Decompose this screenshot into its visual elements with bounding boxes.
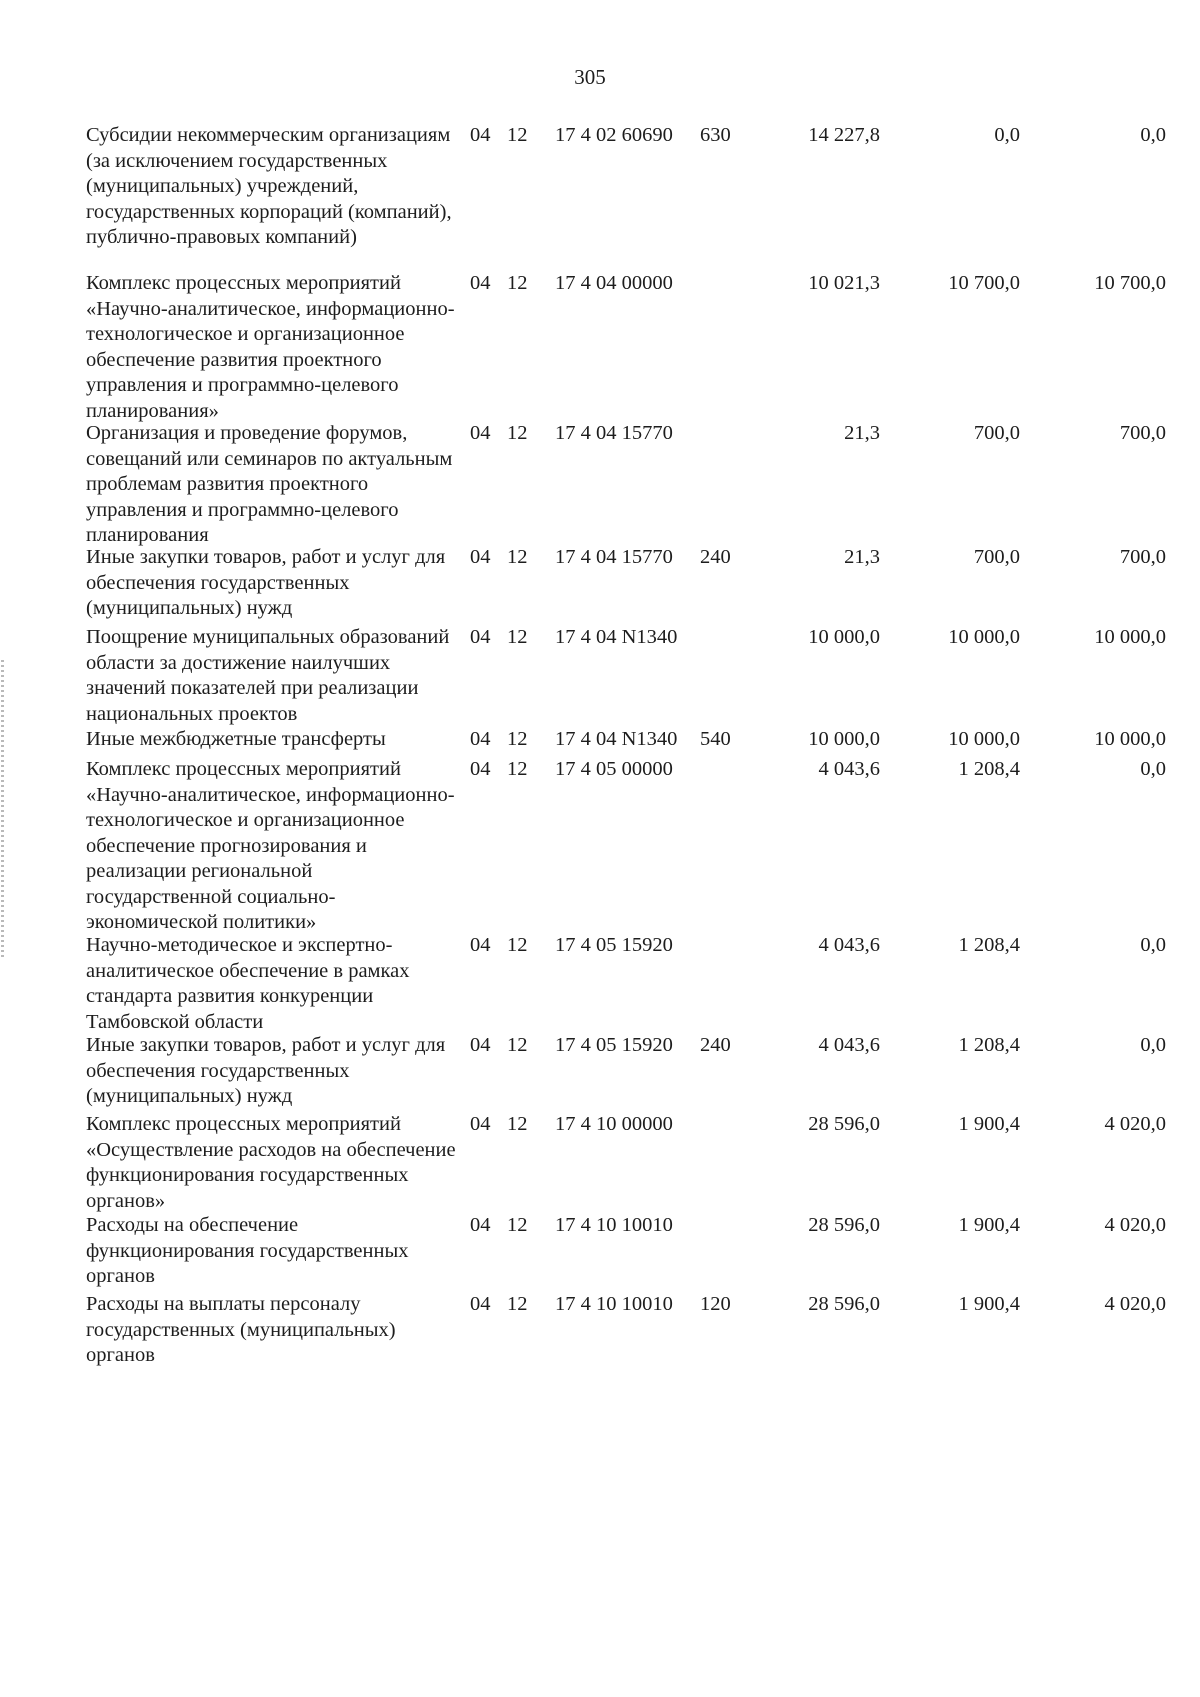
row-target-code: 17 4 05 15920 bbox=[555, 1034, 673, 1056]
row-name: Организация и проведение форумов, совещаний или семинаров по актуальным проблемам развития проектного управления и программно-целевого планирования bbox=[86, 422, 453, 546]
row-target-code: 17 4 04 N1340 bbox=[555, 626, 678, 648]
row-section: 04 bbox=[470, 1034, 491, 1056]
row-amount-year2: 700,0 bbox=[973, 422, 1020, 444]
row-expense-type: 540 bbox=[700, 728, 731, 750]
row-name: Расходы на выплаты персоналу государственных (муниципальных) органов bbox=[86, 1293, 396, 1366]
binding-marks bbox=[1, 660, 4, 960]
row-amount-year3: 4 020,0 bbox=[1104, 1113, 1166, 1135]
row-amount-year1: 21,3 bbox=[844, 422, 880, 444]
row-amount-year1: 10 021,3 bbox=[808, 272, 880, 294]
row-target-code: 17 4 05 00000 bbox=[555, 758, 673, 780]
row-amount-year1: 28 596,0 bbox=[808, 1293, 880, 1315]
row-target-code: 17 4 02 60690 bbox=[555, 124, 673, 146]
row-section: 04 bbox=[470, 422, 491, 444]
row-amount-year1: 28 596,0 bbox=[808, 1113, 880, 1135]
row-section: 04 bbox=[470, 1293, 491, 1315]
row-name: Иные межбюджетные трансферты bbox=[86, 728, 386, 750]
page-number: 305 bbox=[574, 65, 606, 89]
row-amount-year3: 10 000,0 bbox=[1094, 728, 1166, 750]
row-amount-year3: 0,0 bbox=[1140, 758, 1166, 780]
row-section: 04 bbox=[470, 626, 491, 648]
row-target-code: 17 4 04 00000 bbox=[555, 272, 673, 294]
row-section: 04 bbox=[470, 272, 491, 294]
row-expense-type: 240 bbox=[700, 546, 731, 568]
row-subsection: 12 bbox=[507, 758, 528, 780]
row-name: Поощрение муниципальных образований области за достижение наилучших значений показателей при реализации национальных проектов bbox=[86, 626, 450, 725]
row-name: Иные закупки товаров, работ и услуг для обеспечения государственных (муниципальных) нужд bbox=[86, 546, 446, 619]
row-amount-year1: 4 043,6 bbox=[818, 758, 880, 780]
row-subsection: 12 bbox=[507, 1034, 528, 1056]
row-amount-year1: 4 043,6 bbox=[818, 1034, 880, 1056]
row-amount-year3: 4 020,0 bbox=[1104, 1214, 1166, 1236]
row-amount-year3: 0,0 bbox=[1140, 934, 1166, 956]
row-expense-type: 630 bbox=[700, 124, 731, 146]
row-section: 04 bbox=[470, 1113, 491, 1135]
row-section: 04 bbox=[470, 546, 491, 568]
row-subsection: 12 bbox=[507, 272, 528, 294]
row-amount-year3: 700,0 bbox=[1119, 546, 1166, 568]
row-subsection: 12 bbox=[507, 1113, 528, 1135]
row-target-code: 17 4 04 15770 bbox=[555, 422, 673, 444]
row-amount-year2: 1 208,4 bbox=[958, 758, 1020, 780]
row-subsection: 12 bbox=[507, 728, 528, 750]
row-amount-year1: 28 596,0 bbox=[808, 1214, 880, 1236]
row-target-code: 17 4 10 10010 bbox=[555, 1293, 673, 1315]
row-amount-year3: 4 020,0 bbox=[1104, 1293, 1166, 1315]
row-amount-year2: 1 900,4 bbox=[958, 1214, 1020, 1236]
row-target-code: 17 4 04 15770 bbox=[555, 546, 673, 568]
row-amount-year2: 10 700,0 bbox=[948, 272, 1020, 294]
row-target-code: 17 4 10 00000 bbox=[555, 1113, 673, 1135]
row-target-code: 17 4 04 N1340 bbox=[555, 728, 678, 750]
row-subsection: 12 bbox=[507, 124, 528, 146]
row-subsection: 12 bbox=[507, 626, 528, 648]
row-section: 04 bbox=[470, 934, 491, 956]
row-amount-year3: 10 000,0 bbox=[1094, 626, 1166, 648]
row-name: Научно-методическое и экспертно-аналитическое обеспечение в рамках стандарта развития конкуренции Тамбовской области bbox=[86, 934, 410, 1033]
row-section: 04 bbox=[470, 758, 491, 780]
row-amount-year2: 0,0 bbox=[994, 124, 1020, 146]
row-amount-year2: 10 000,0 bbox=[948, 626, 1020, 648]
row-subsection: 12 bbox=[507, 1214, 528, 1236]
row-amount-year1: 21,3 bbox=[844, 546, 880, 568]
row-expense-type: 120 bbox=[700, 1293, 731, 1315]
row-section: 04 bbox=[470, 124, 491, 146]
row-amount-year3: 700,0 bbox=[1119, 422, 1166, 444]
row-amount-year2: 1 900,4 bbox=[958, 1113, 1020, 1135]
row-amount-year2: 1 208,4 bbox=[958, 934, 1020, 956]
row-amount-year1: 10 000,0 bbox=[808, 728, 880, 750]
row-expense-type: 240 bbox=[700, 1034, 731, 1056]
row-amount-year2: 1 900,4 bbox=[958, 1293, 1020, 1315]
row-name: Комплекс процессных мероприятий «Осуществление расходов на обеспечение функционирования государственных органов» bbox=[86, 1113, 456, 1212]
row-target-code: 17 4 05 15920 bbox=[555, 934, 673, 956]
row-subsection: 12 bbox=[507, 1293, 528, 1315]
row-name: Субсидии некоммерческим организациям (за исключением государственных (муниципальных) учреждений, государственных корпораций (компаний), публично-правовых компаний) bbox=[86, 124, 452, 248]
row-subsection: 12 bbox=[507, 934, 528, 956]
row-section: 04 bbox=[470, 1214, 491, 1236]
row-amount-year3: 0,0 bbox=[1140, 1034, 1166, 1056]
row-target-code: 17 4 10 10010 bbox=[555, 1214, 673, 1236]
row-amount-year2: 1 208,4 bbox=[958, 1034, 1020, 1056]
row-subsection: 12 bbox=[507, 546, 528, 568]
row-amount-year1: 4 043,6 bbox=[818, 934, 880, 956]
row-name: Комплекс процессных мероприятий «Научно-аналитическое, информационно-технологическое и организационное обеспечение прогнозирования и реализации региональной государственной социально-экономической политики» bbox=[86, 758, 455, 933]
row-amount-year3: 0,0 bbox=[1140, 124, 1166, 146]
row-name: Иные закупки товаров, работ и услуг для обеспечения государственных (муниципальных) нужд bbox=[86, 1034, 446, 1107]
row-name: Комплекс процессных мероприятий «Научно-аналитическое, информационно-технологическое и организационное обеспечение развития проектного управления и программно-целевого планирования» bbox=[86, 272, 455, 422]
row-amount-year2: 700,0 bbox=[973, 546, 1020, 568]
row-amount-year1: 14 227,8 bbox=[808, 124, 880, 146]
row-name: Расходы на обеспечение функционирования государственных органов bbox=[86, 1214, 409, 1287]
row-subsection: 12 bbox=[507, 422, 528, 444]
row-amount-year2: 10 000,0 bbox=[948, 728, 1020, 750]
row-section: 04 bbox=[470, 728, 491, 750]
row-amount-year3: 10 700,0 bbox=[1094, 272, 1166, 294]
row-amount-year1: 10 000,0 bbox=[808, 626, 880, 648]
